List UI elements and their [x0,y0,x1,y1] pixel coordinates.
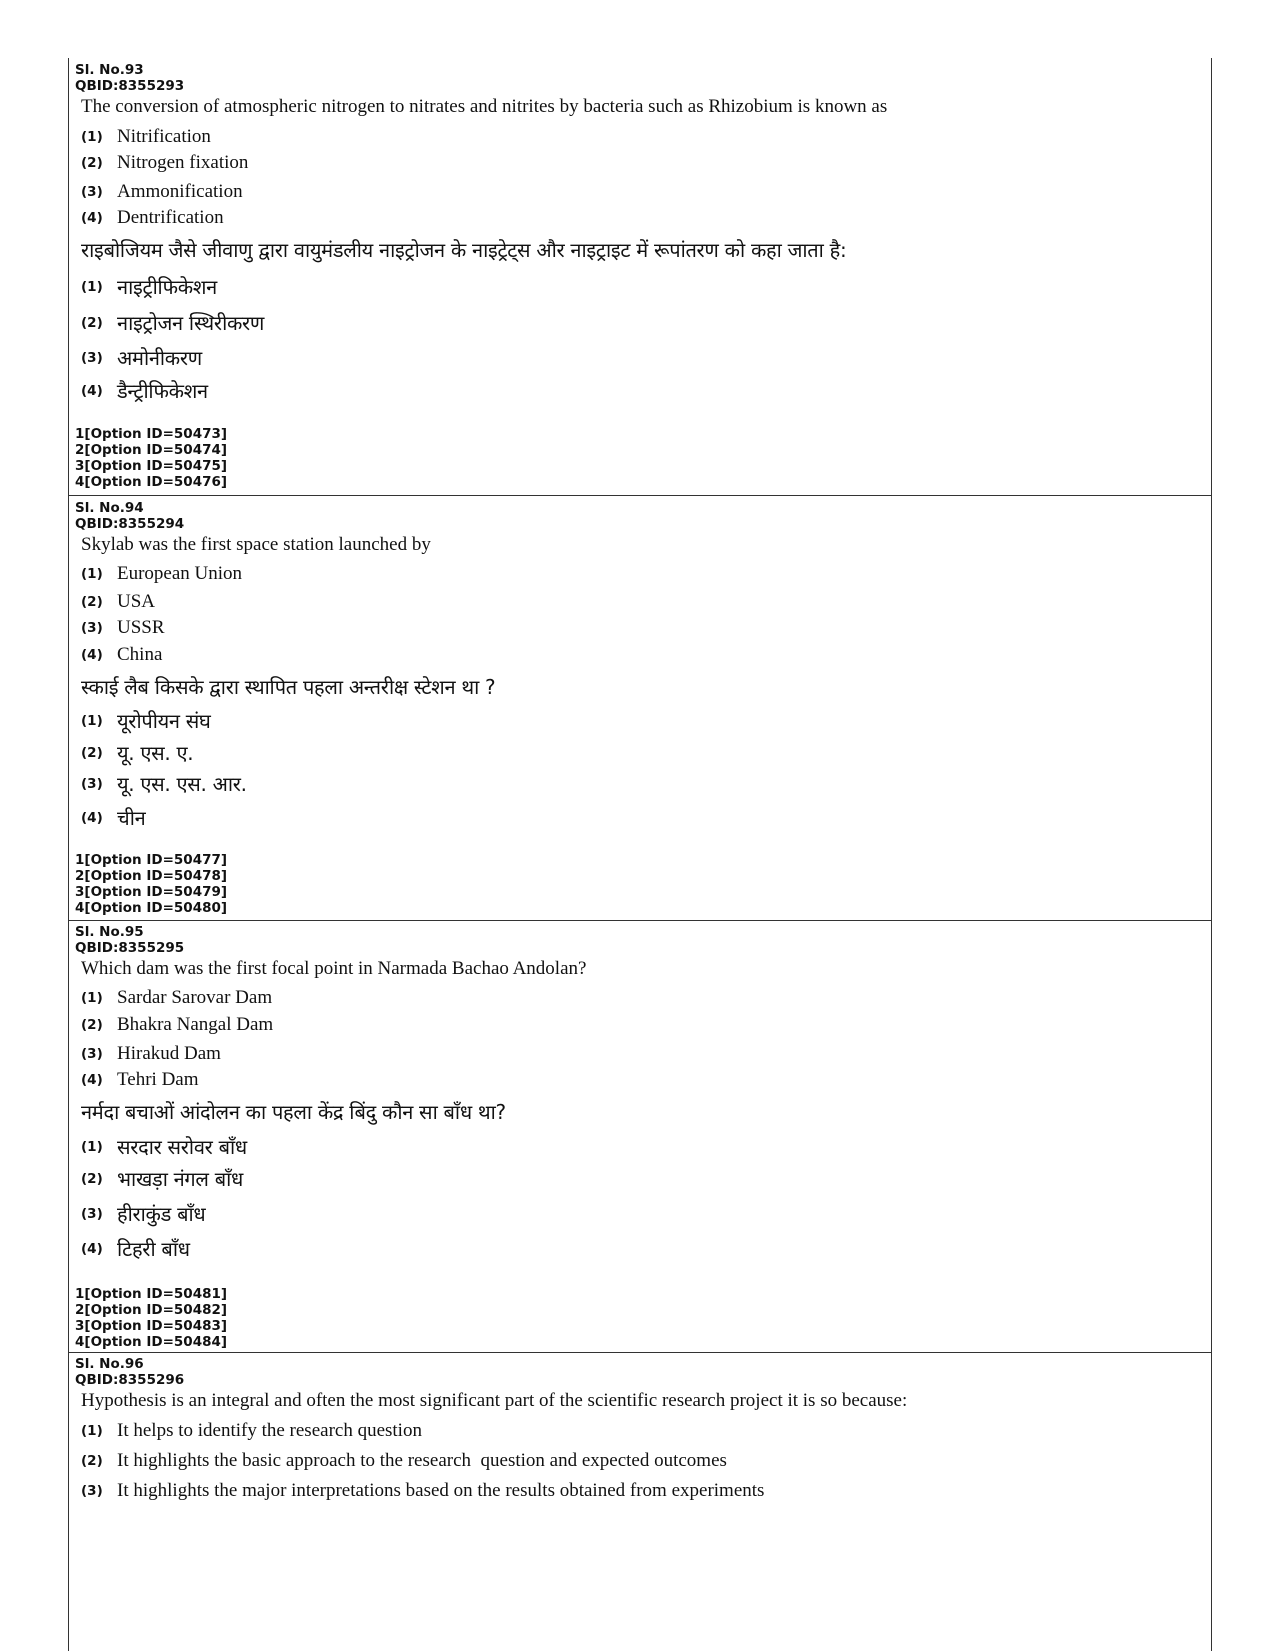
serial-number: Sl. No.95 [75,924,144,940]
option-id: 1[Option ID=50473] [75,426,228,442]
question-text-en: Which dam was the first focal point in Narmada Bachao Andolan? [81,958,587,979]
option-ids [75,426,227,490]
option-hi-3: (3) हीराकुंड बाँध [81,1202,206,1226]
question-divider [69,1352,1211,1353]
option-hi-2: (2) नाइट्रोजन स्थिरीकरण [81,311,265,335]
option-id: 4[Option ID=50484] [75,1334,228,1350]
option-ids [75,1286,227,1350]
option-hi-1: (1) यूरोपीयन संघ [81,709,211,733]
option-en-1: (1) European Union [81,563,243,584]
option-en-4: (4) Tehri Dam [81,1069,199,1090]
option-hi-1: (1) नाइट्रीफिकेशन [81,275,217,299]
option-id: 2[Option ID=50482] [75,1302,228,1318]
option-hi-3: (3) अमोनीकरण [81,346,202,370]
option-en-4: (4) Dentrification [81,207,224,228]
option-id: 3[Option ID=50479] [75,884,228,900]
serial-number: Sl. No.96 [75,1356,144,1372]
option-en-2: (2) Bhakra Nangal Dam [81,1014,274,1035]
question-text-en: The conversion of atmospheric nitrogen to nitrates and nitrites by bacteria such as Rhizobium is known as [81,96,888,117]
qbid: QBID:8355295 [75,940,185,956]
option-hi-4: (4) डैन्ट्रीफिकेशन [81,379,208,403]
option-id: 1[Option ID=50481] [75,1286,228,1302]
option-en-3: (3) Ammonification [81,181,243,202]
option-hi-1: (1) सरदार सरोवर बाँध [81,1135,247,1159]
option-en-2: (2) It highlights the basic approach to the research question and expected outcomes [81,1450,727,1471]
option-en-1: (1) It helps to identify the research question [81,1420,422,1441]
serial-number: Sl. No.93 [75,62,144,78]
option-en-2: (2) USA [81,591,156,612]
option-id: 2[Option ID=50478] [75,868,228,884]
option-id: 3[Option ID=50483] [75,1318,228,1334]
option-hi-2: (2) भाखड़ा नंगल बाँध [81,1167,244,1191]
question-text-hi: स्काई लैब किसके द्वारा स्थापित पहला अन्तरीक्ष स्टेशन था ? [81,675,496,699]
question-divider [69,495,1211,496]
option-id: 4[Option ID=50480] [75,900,228,916]
option-id: 3[Option ID=50475] [75,458,228,474]
question-paper-frame [68,58,1212,1651]
option-en-2: (2) Nitrogen fixation [81,152,249,173]
option-id: 1[Option ID=50477] [75,852,228,868]
option-en-1: (1) Sardar Sarovar Dam [81,987,273,1008]
option-hi-4: (4) टिहरी बाँध [81,1237,190,1261]
question-text-en: Hypothesis is an integral and often the most significant part of the scientific research project it is so because: [81,1390,908,1411]
question-text-hi: राइबोजियम जैसे जीवाणु द्वारा वायुमंडलीय नाइट्रोजन के नाइट्रेट्स और नाइट्राइट में रूपांतरण को कहा जाता है: [81,238,847,262]
option-en-1: (1) Nitrification [81,126,211,147]
option-hi-2: (2) यू. एस. ए. [81,741,194,765]
qbid: QBID:8355293 [75,78,185,94]
option-en-4: (4) China [81,644,163,665]
question-text-en: Skylab was the first space station launched by [81,534,431,555]
option-ids [75,852,227,916]
question-text-hi: नर्मदा बचाओं आंदोलन का पहला केंद्र बिंदु कौन सा बाँध था? [81,1100,506,1124]
qbid: QBID:8355294 [75,516,185,532]
option-en-3: (3) Hirakud Dam [81,1043,221,1064]
option-en-3: (3) It highlights the major interpretations based on the results obtained from experiments [81,1480,765,1501]
option-en-3: (3) USSR [81,617,165,638]
option-id: 2[Option ID=50474] [75,442,228,458]
option-id: 4[Option ID=50476] [75,474,228,490]
option-hi-4: (4) चीन [81,806,146,830]
serial-number: Sl. No.94 [75,500,144,516]
question-divider [69,920,1211,921]
option-hi-3: (3) यू. एस. एस. आर. [81,772,247,796]
qbid: QBID:8355296 [75,1372,185,1388]
